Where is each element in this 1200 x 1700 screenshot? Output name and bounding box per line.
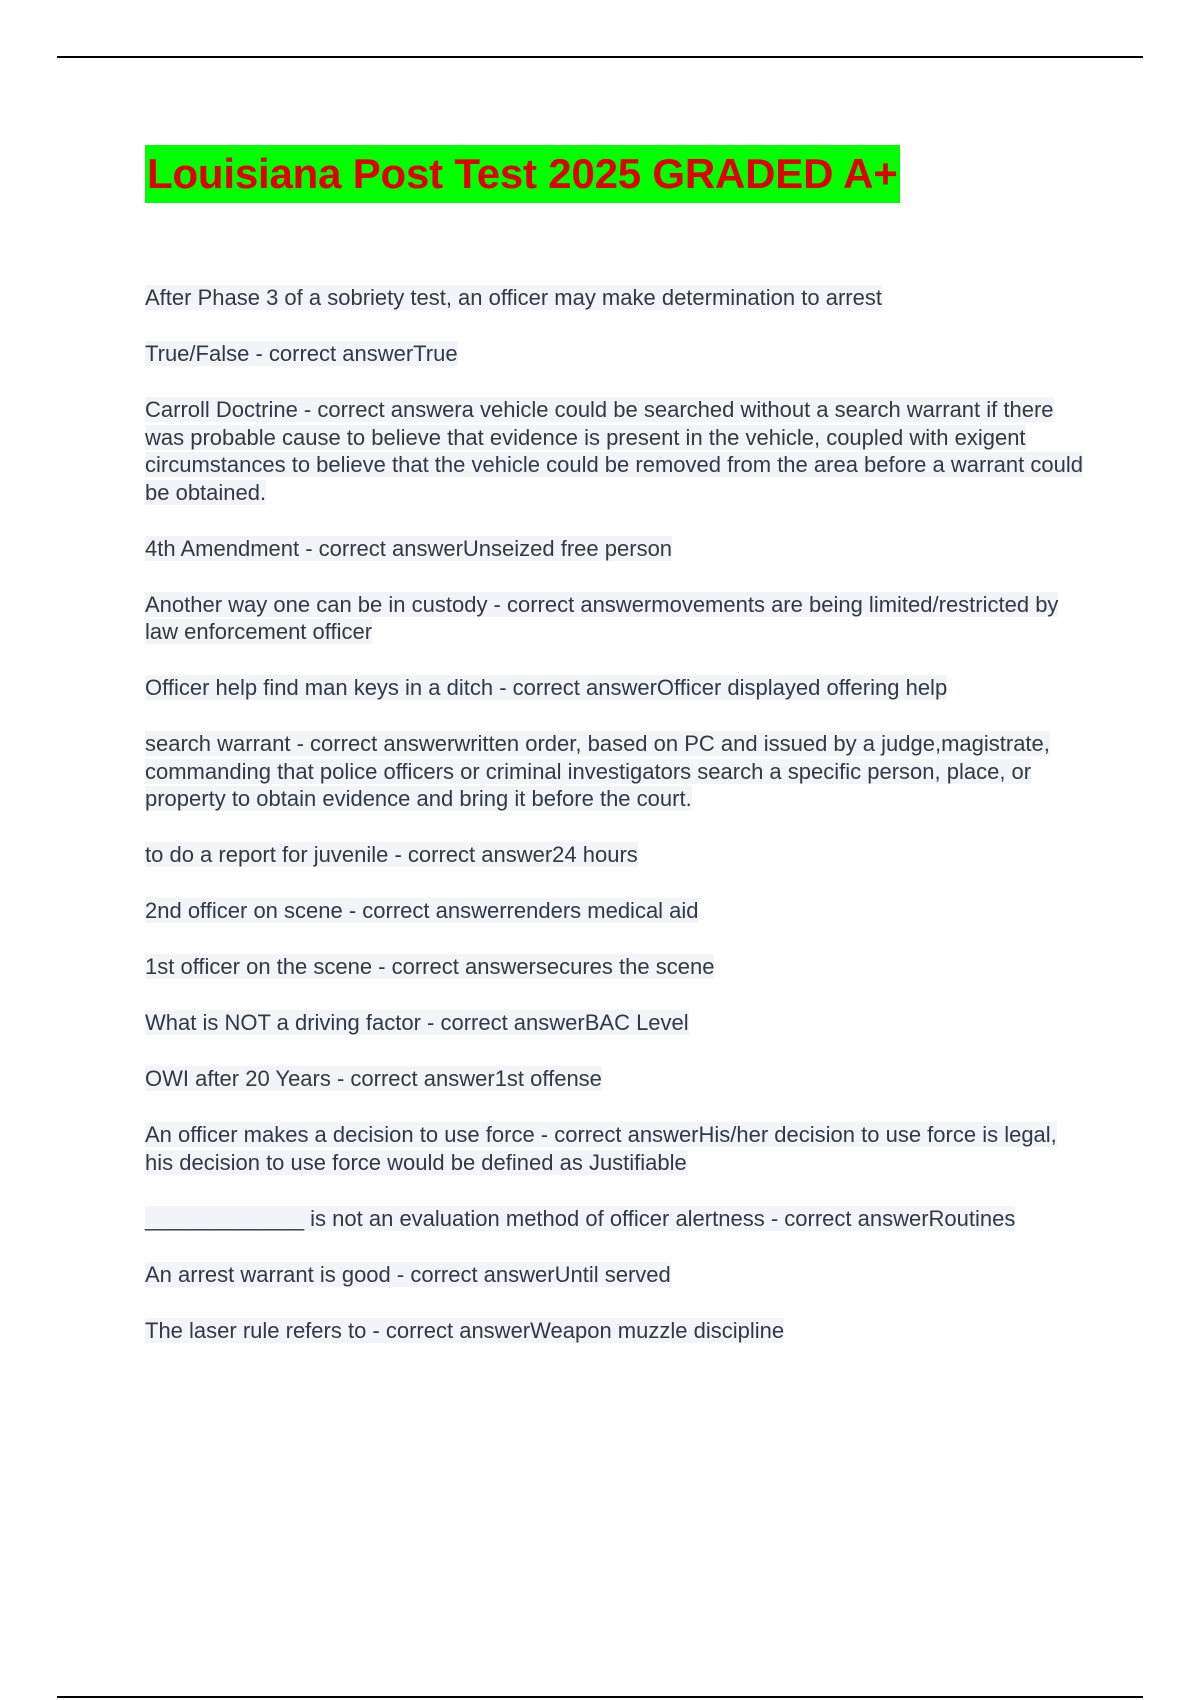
qa-item-text: After Phase 3 of a sobriety test, an officer may make determination to arrest — [145, 285, 882, 310]
qa-item-text: Carroll Doctrine - correct answera vehicle could be searched without a search warrant if there was probable cause to believe that evidence is present in the vehicle, coupled with exigent circumstances to believe that the vehicle could be removed from the area before a warrant could be obtained. — [145, 397, 1083, 505]
qa-item-owi — [145, 1065, 1085, 1093]
top-rule — [57, 56, 1143, 58]
qa-item-arrest-warrant — [145, 1261, 1085, 1289]
qa-item-text: The laser rule refers to - correct answerWeapon muzzle discipline — [145, 1317, 785, 1343]
qa-item-text: An officer makes a decision to use force - correct answerHis/her decision to use force is legal, his decision to use force would be defined as Justifiable — [145, 1122, 1057, 1175]
document-title: Louisiana Post Test 2025 GRADED A+ — [145, 145, 900, 203]
qa-list — [145, 284, 1085, 1373]
title-block — [145, 145, 900, 203]
bottom-rule — [57, 1696, 1143, 1698]
qa-item-custody — [145, 591, 1085, 646]
qa-item-juvenile-report — [145, 841, 1085, 869]
qa-item-officer-alertness — [145, 1205, 1085, 1233]
qa-item-true-false — [145, 340, 1085, 368]
qa-item-text: 4th Amendment - correct answerUnseized free person — [145, 535, 673, 561]
qa-item-laser-rule — [145, 1317, 1085, 1345]
qa-item-4th-amendment — [145, 535, 1085, 563]
qa-item-text: 1st officer on the scene - correct answersecures the scene — [145, 954, 715, 979]
qa-item-text: 2nd officer on scene - correct answerrenders medical aid — [145, 898, 699, 923]
qa-item-1st-officer — [145, 953, 1085, 981]
qa-item-text: _____________ is not an evaluation method of officer alertness - correct answerRoutines — [145, 1205, 1016, 1231]
qa-item-carroll-doctrine — [145, 396, 1085, 506]
qa-item-text: An arrest warrant is good - correct answerUntil served — [145, 1261, 671, 1287]
qa-item-use-of-force — [145, 1121, 1085, 1176]
qa-item-text: What is NOT a driving factor - correct answerBAC Level — [145, 1010, 689, 1035]
qa-item-text: True/False - correct answerTrue — [145, 341, 458, 366]
qa-item-2nd-officer — [145, 897, 1085, 925]
qa-item-text: Officer help find man keys in a ditch - correct answerOfficer displayed offering help — [145, 675, 948, 700]
qa-item-search-warrant — [145, 730, 1085, 813]
qa-item-driving-factor — [145, 1009, 1085, 1037]
qa-item-text: Another way one can be in custody - correct answermovements are being limited/restricted by law enforcement officer — [145, 591, 1059, 644]
qa-item-phase3-arrest — [145, 284, 1085, 312]
qa-item-text: OWI after 20 Years - correct answer1st offense — [145, 1066, 602, 1091]
qa-item-text: search warrant - correct answerwritten order, based on PC and issued by a judge,magistrate, commanding that police officers or criminal investigators search a specific person, place, or property to obtain evidence and bring it before the court. — [145, 731, 1050, 811]
qa-item-text: to do a report for juvenile - correct answer24 hours — [145, 842, 638, 867]
qa-item-keys-in-ditch — [145, 674, 1085, 702]
